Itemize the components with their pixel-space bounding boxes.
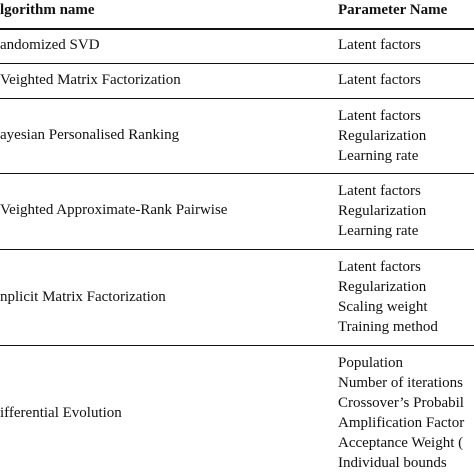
- algorithm-name-cell: Veighted Matrix Factorization: [0, 72, 181, 88]
- parameter-name-cell: Latent factors: [338, 259, 421, 275]
- parameter-list: [338, 70, 474, 90]
- row-divider: [0, 98, 474, 99]
- parameter-name-cell: Regularization: [338, 279, 427, 295]
- parameter-list: [338, 35, 474, 55]
- row-divider: [0, 63, 474, 64]
- parameter-name-cell: Training method: [338, 319, 438, 335]
- algorithm-name-cell: ayesian Personalised Ranking: [0, 127, 180, 143]
- parameter-name-cell: Latent factors: [338, 108, 421, 124]
- parameter-name-cell: Scaling weight: [338, 299, 428, 315]
- parameter-name-cell: Crossover’s Probabil: [338, 395, 464, 411]
- row-divider: [0, 173, 474, 174]
- parameter-name-cell: Learning rate: [338, 223, 419, 239]
- algorithm-name-cell: ifferential Evolution: [0, 405, 122, 421]
- algorithm-name-cell: andomized SVD: [0, 37, 100, 53]
- parameter-name-cell: Latent factors: [338, 37, 421, 53]
- header-algorithm-name: lgorithm name: [0, 2, 95, 18]
- parameter-list: [338, 257, 474, 337]
- parameter-list: [338, 106, 474, 166]
- algorithm-name-cell: Veighted Approximate-Rank Pairwise: [0, 202, 228, 218]
- parameter-name-cell: Regularization: [338, 203, 427, 219]
- parameter-name-cell: Latent factors: [338, 183, 421, 199]
- header-parameter-name: Parameter Name: [338, 2, 448, 18]
- row-divider: [0, 345, 474, 346]
- parameter-name-cell: Population: [338, 355, 404, 371]
- parameter-name-cell: Latent factors: [338, 72, 421, 88]
- parameter-name-cell: Number of iterations: [338, 375, 463, 391]
- algorithm-name-cell: nplicit Matrix Factorization: [0, 289, 166, 305]
- parameter-list: [338, 353, 474, 473]
- parameter-name-cell: Amplification Factor: [338, 415, 465, 431]
- parameter-name-cell: Acceptance Weight (: [338, 435, 464, 451]
- header-divider: [0, 28, 474, 30]
- parameter-name-cell: Regularization: [338, 128, 427, 144]
- parameter-name-cell: Individual bounds: [338, 455, 447, 471]
- parameter-list: [338, 181, 474, 241]
- row-divider: [0, 249, 474, 250]
- parameter-name-cell: Learning rate: [338, 148, 419, 164]
